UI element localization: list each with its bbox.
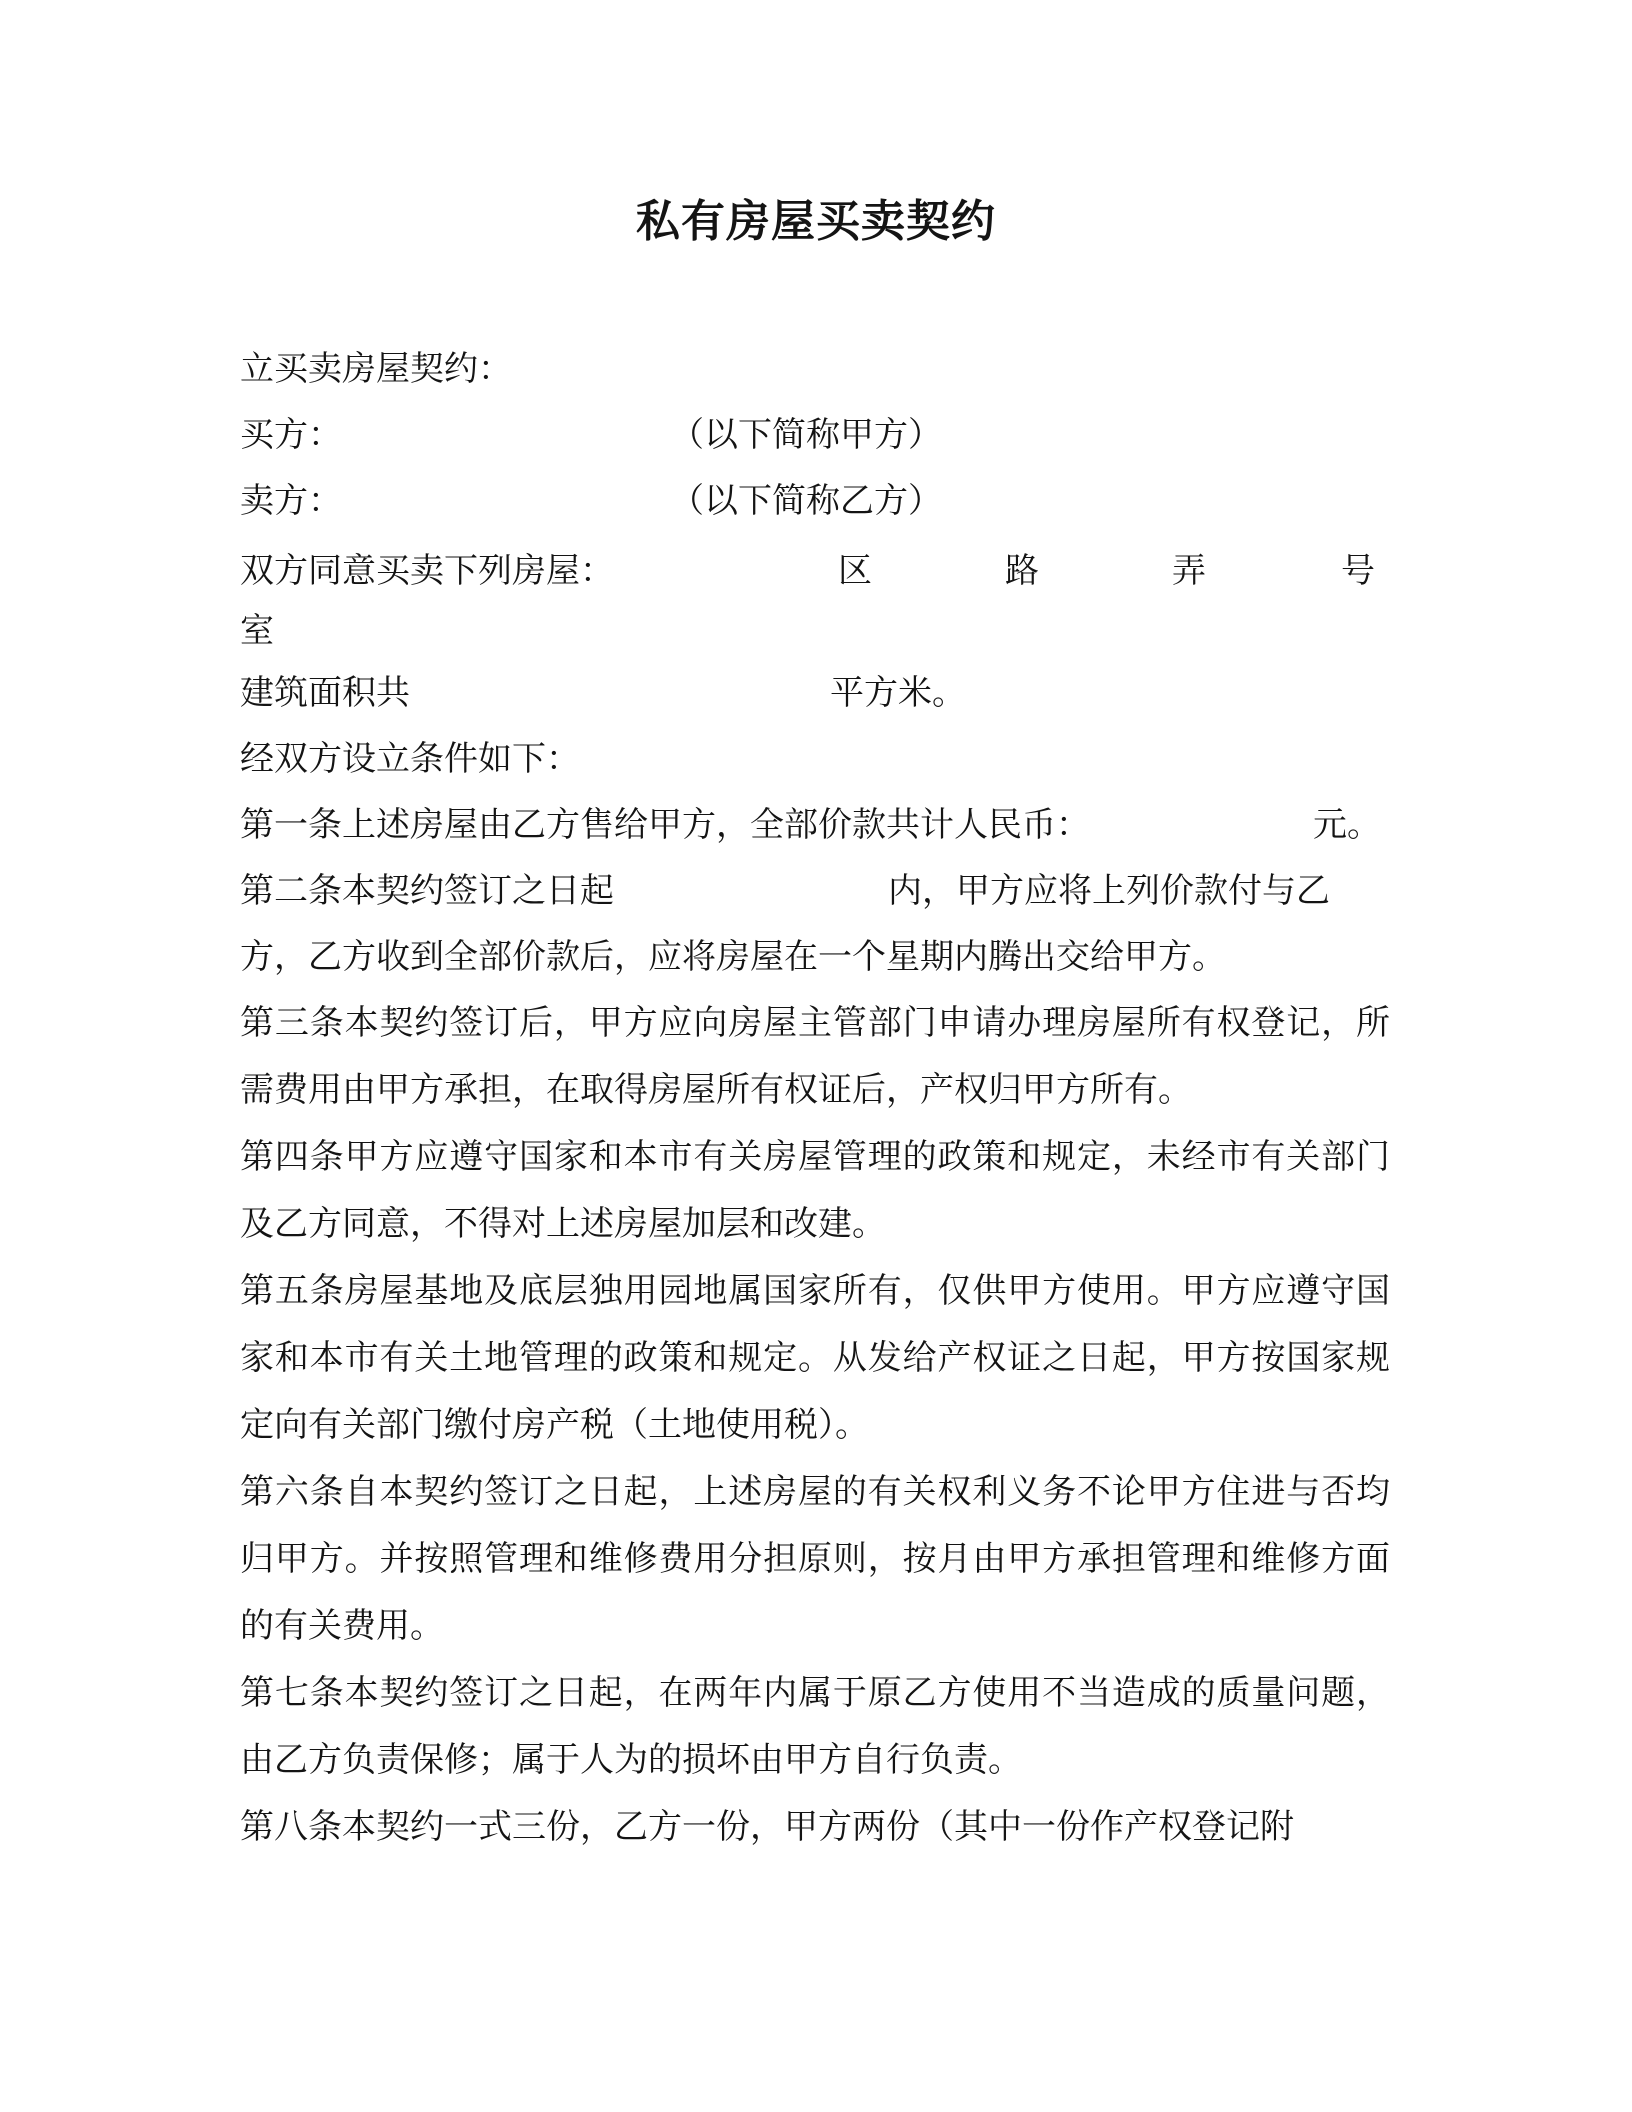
article-1-unit: 元。 <box>1313 805 1381 845</box>
header-line-text: 立买卖房屋契约： <box>240 349 512 389</box>
conditions-intro-line <box>240 726 1390 792</box>
area-line <box>240 660 1390 726</box>
header-line <box>240 336 1390 402</box>
house-lane: 弄 <box>1172 551 1206 591</box>
article-2-line-2 <box>240 924 1390 990</box>
house-room: 室 <box>240 611 274 651</box>
article-2-part-1: 第二条本契约签订之日起 <box>240 871 614 911</box>
article-1 <box>240 792 1390 858</box>
seller-line <box>240 468 1390 534</box>
buyer-line <box>240 402 1390 468</box>
house-number: 号 <box>1341 551 1375 591</box>
house-room-line <box>240 598 1390 660</box>
buyer-label: 买方： <box>240 415 342 455</box>
seller-note: （以下简称乙方） <box>670 481 942 521</box>
document-title: 私有房屋买卖契约 <box>636 196 996 247</box>
seller-label: 卖方： <box>240 481 342 521</box>
house-road: 路 <box>1005 551 1039 591</box>
article-2-part-2: 内，甲方应将上列价款付与乙 <box>888 871 1330 911</box>
article-1-text: 第一条上述房屋由乙方售给甲方，全部价款共计人民币： <box>240 805 1090 845</box>
article-6: 第六条自本契约签订之日起，上述房屋的有关权利义务不论甲方住进与否均归甲方。并按照管理和维修费用分担原则，按月由甲方承担管理和维修方面的有关费用。 <box>240 1472 1390 1646</box>
house-label: 双方同意买卖下列房屋： <box>240 551 614 591</box>
article-4: 第四条甲方应遵守国家和本市有关房屋管理的政策和规定，未经市有关部门及乙方同意，不得对上述房屋加层和改建。 <box>240 1137 1390 1244</box>
conditions-intro: 经双方设立条件如下： <box>240 739 580 779</box>
article-5: 第五条房屋基地及底层独用园地属国家所有，仅供甲方使用。甲方应遵守国家和本市有关土地管理的政策和规定。从发给产权证之日起，甲方按国家规定向有关部门缴付房产税（土地使用税）。 <box>240 1271 1390 1445</box>
document-body <box>240 336 1390 1861</box>
area-label: 建筑面积共 <box>240 673 410 713</box>
article-2-part-3: 方，乙方收到全部价款后，应将房屋在一个星期内腾出交给甲方。 <box>240 937 1226 977</box>
area-unit: 平方米。 <box>830 673 966 713</box>
article-8: 第八条本契约一式三份，乙方一份，甲方两份（其中一份作产权登记附 <box>240 1807 1294 1847</box>
buyer-note: （以下简称甲方） <box>670 415 942 455</box>
house-district: 区 <box>838 551 872 591</box>
house-address-row <box>240 538 1390 598</box>
article-2-line-1 <box>240 858 1390 924</box>
article-3: 第三条本契约签订后，甲方应向房屋主管部门申请办理房屋所有权登记，所需费用由甲方承担，在取得房屋所有权证后，产权归甲方所有。 <box>240 1003 1390 1110</box>
article-7: 第七条本契约签订之日起，在两年内属于原乙方使用不当造成的质量问题，由乙方负责保修；属于人为的损坏由甲方自行负责。 <box>240 1673 1390 1780</box>
